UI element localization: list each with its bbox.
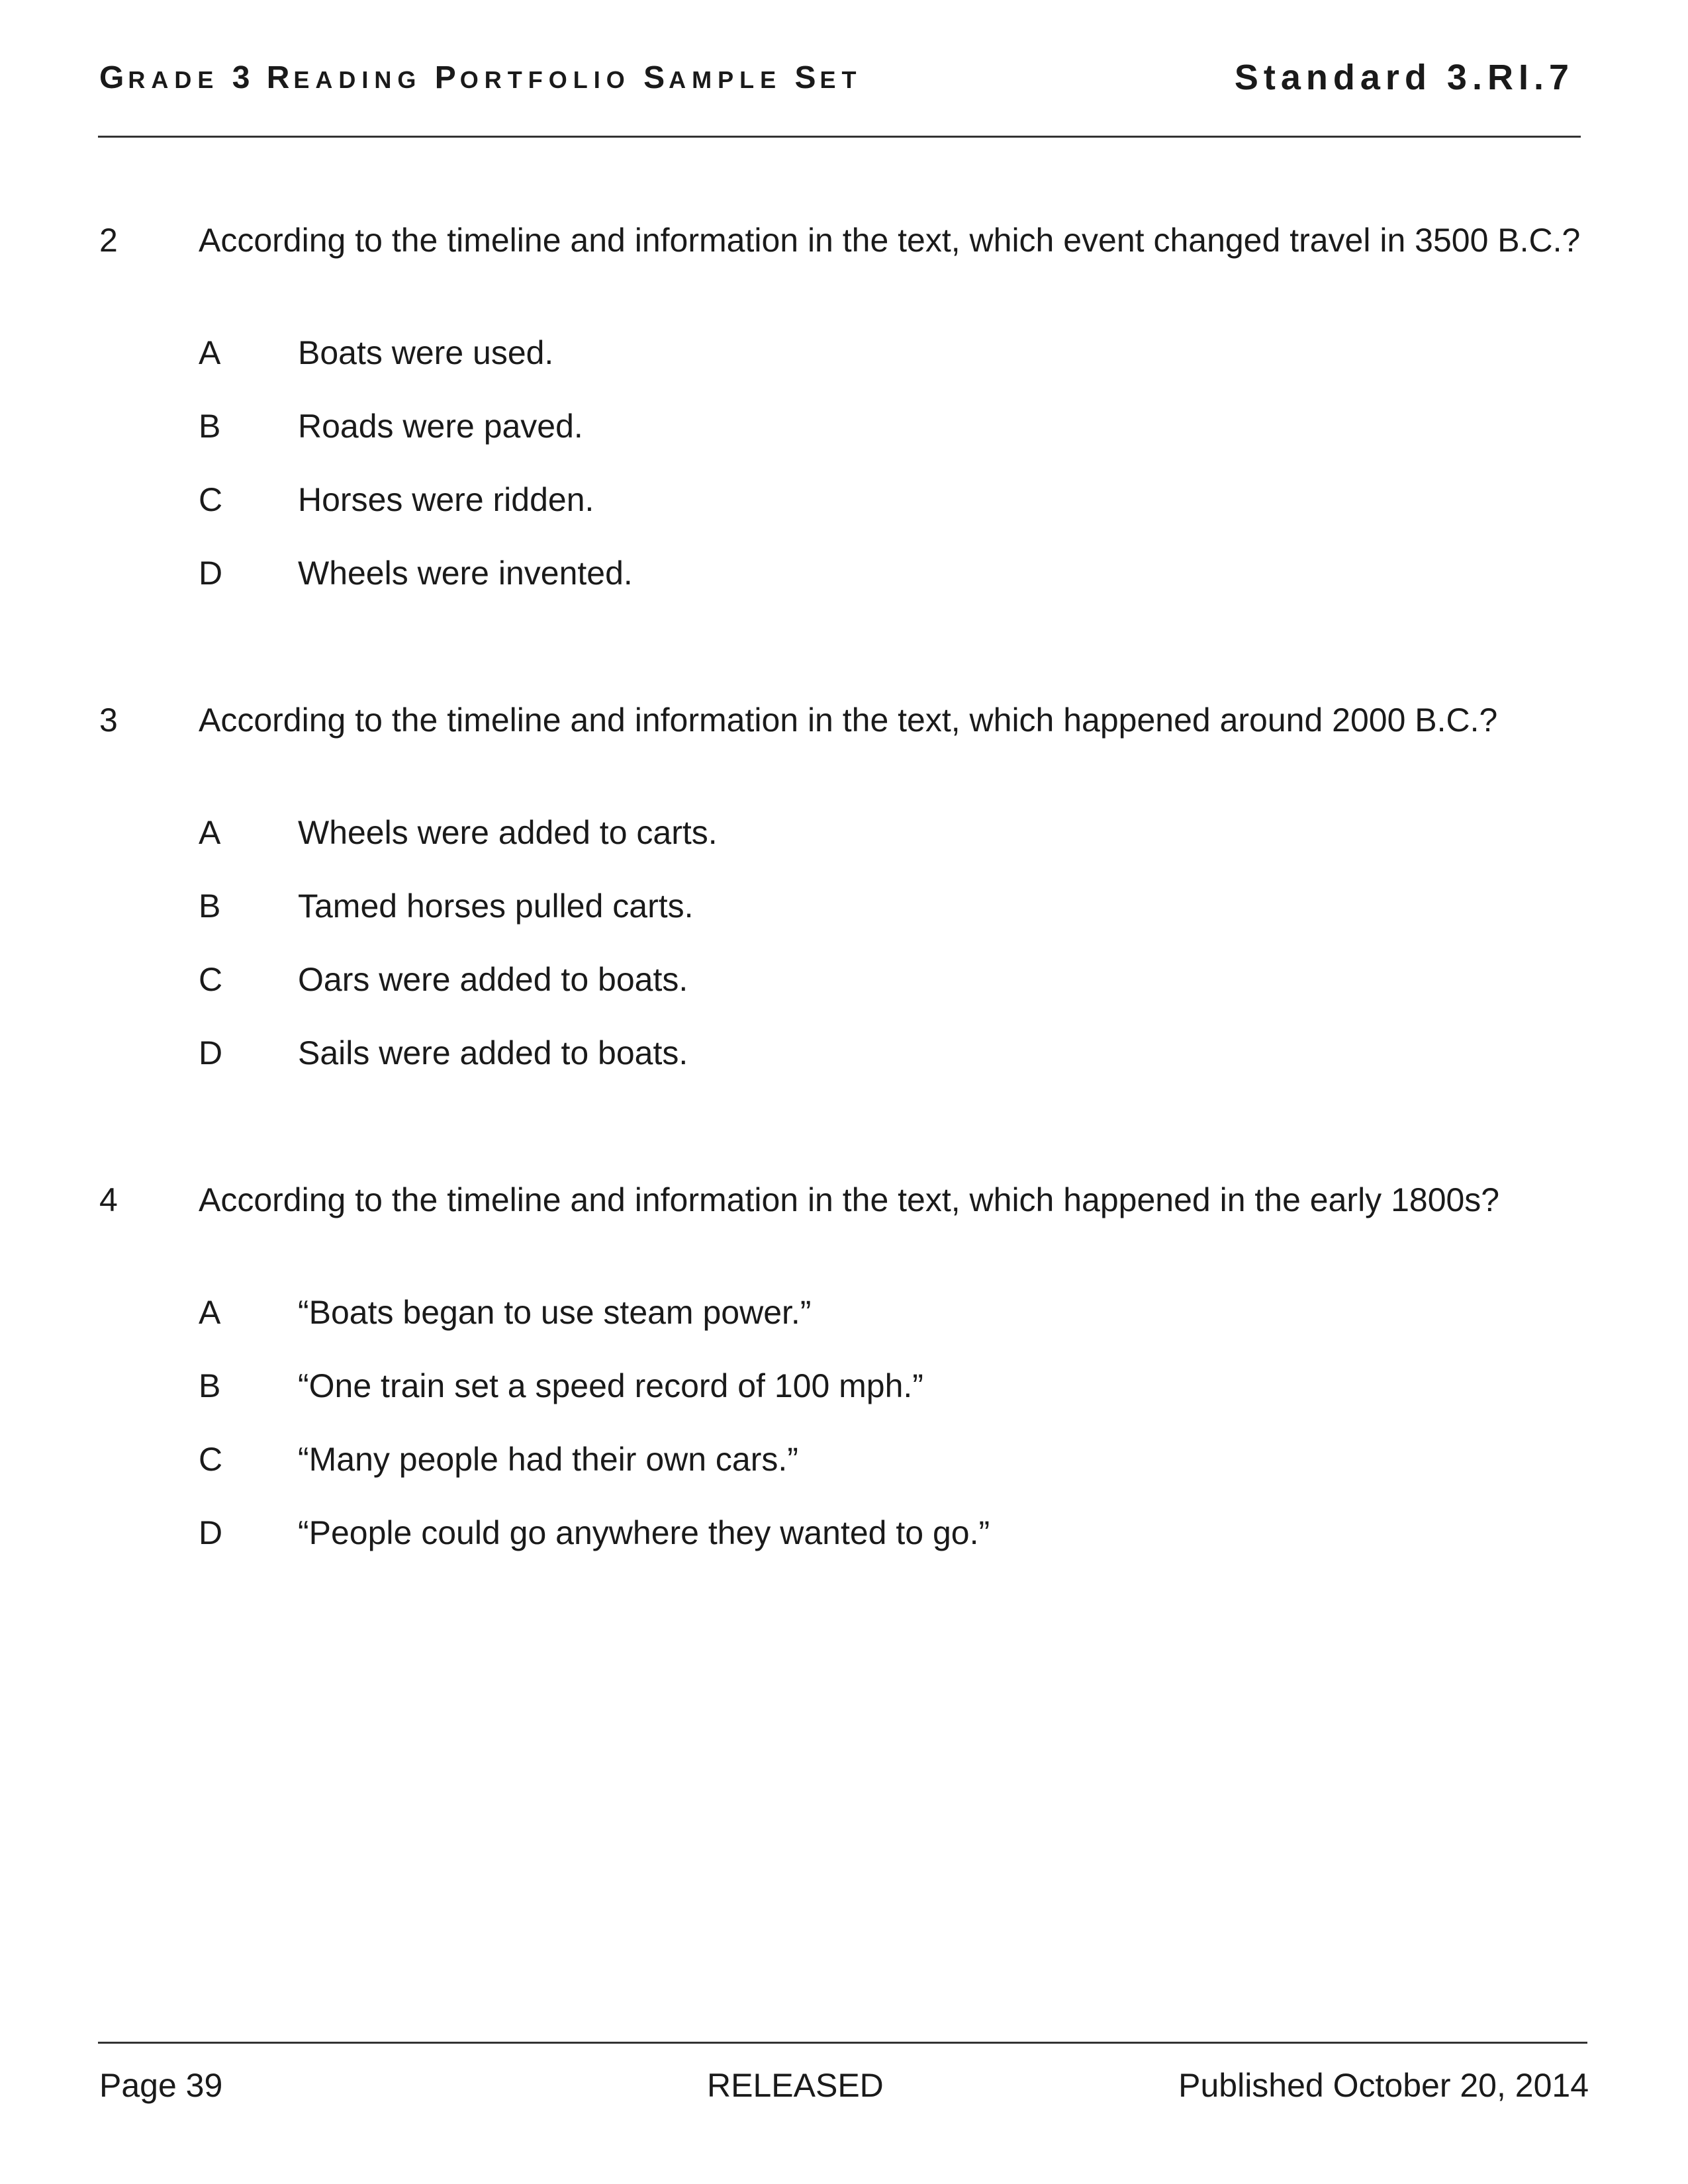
option-c[interactable]: [0, 479, 1688, 520]
option-text: Horses were ridden.: [298, 481, 594, 518]
option-letter: B: [199, 887, 221, 925]
header-title: [99, 60, 863, 96]
header-title-word: SAMPLE: [643, 60, 782, 95]
header-title-word: 3: [232, 60, 254, 95]
option-a[interactable]: [0, 1292, 1688, 1333]
header-title-word: PORTFOLIO: [434, 60, 631, 95]
option-text: Roads were paved.: [298, 408, 583, 445]
option-text: Oars were added to boats.: [298, 961, 688, 998]
option-letter: D: [199, 1514, 223, 1551]
option-text: Sails were added to boats.: [298, 1034, 688, 1071]
header-title-word: READING: [266, 60, 422, 95]
header-title-word: GRADE: [99, 60, 220, 95]
option-letter: C: [199, 961, 223, 998]
option-text: Wheels were added to carts.: [298, 814, 718, 851]
option-c[interactable]: [0, 1439, 1688, 1480]
published-date: Published October 20, 2014: [1178, 2067, 1589, 2104]
option-text: “People could go anywhere they wanted to go.”: [298, 1514, 990, 1551]
option-text: Boats were used.: [298, 334, 554, 371]
option-text: “Boats began to use steam power.”: [298, 1294, 812, 1331]
option-letter: C: [199, 481, 223, 518]
option-d[interactable]: [0, 1032, 1688, 1073]
option-letter: B: [199, 408, 221, 445]
option-letter: D: [199, 555, 223, 592]
option-b[interactable]: [0, 1365, 1688, 1406]
release-status: RELEASED: [707, 2067, 884, 2104]
option-text: “Many people had their own cars.”: [298, 1441, 798, 1478]
option-letter: A: [199, 334, 221, 371]
option-b[interactable]: [0, 406, 1688, 447]
footer-divider: [98, 2042, 1587, 2044]
option-letter: B: [199, 1367, 221, 1404]
option-a[interactable]: [0, 332, 1688, 373]
option-b[interactable]: [0, 886, 1688, 927]
option-letter: A: [199, 1294, 221, 1331]
question-number: 3: [99, 702, 118, 739]
page-number: Page 39: [99, 2067, 223, 2104]
option-d[interactable]: [0, 1512, 1688, 1553]
option-letter: D: [199, 1034, 223, 1071]
question-number: 4: [99, 1181, 118, 1218]
option-c[interactable]: [0, 959, 1688, 1000]
question-stem: According to the timeline and information in the text, which event changed travel in 3500 B.C.?: [199, 222, 1581, 259]
option-letter: C: [199, 1441, 223, 1478]
header-title-word: SET: [794, 60, 863, 95]
option-text: “One train set a speed record of 100 mph.”: [298, 1367, 923, 1404]
question-stem: According to the timeline and information in the text, which happened in the early 1800s?: [199, 1181, 1500, 1218]
option-a[interactable]: [0, 812, 1688, 853]
option-d[interactable]: [0, 553, 1688, 594]
option-letter: A: [199, 814, 221, 851]
header-divider: [98, 136, 1581, 138]
question-stem: According to the timeline and information in the text, which happened around 2000 B.C.?: [199, 702, 1498, 739]
question-number: 2: [99, 222, 118, 259]
option-text: Wheels were invented.: [298, 555, 633, 592]
header-standard: Standard 3.RI.7: [1234, 58, 1574, 97]
option-text: Tamed horses pulled carts.: [298, 887, 694, 925]
